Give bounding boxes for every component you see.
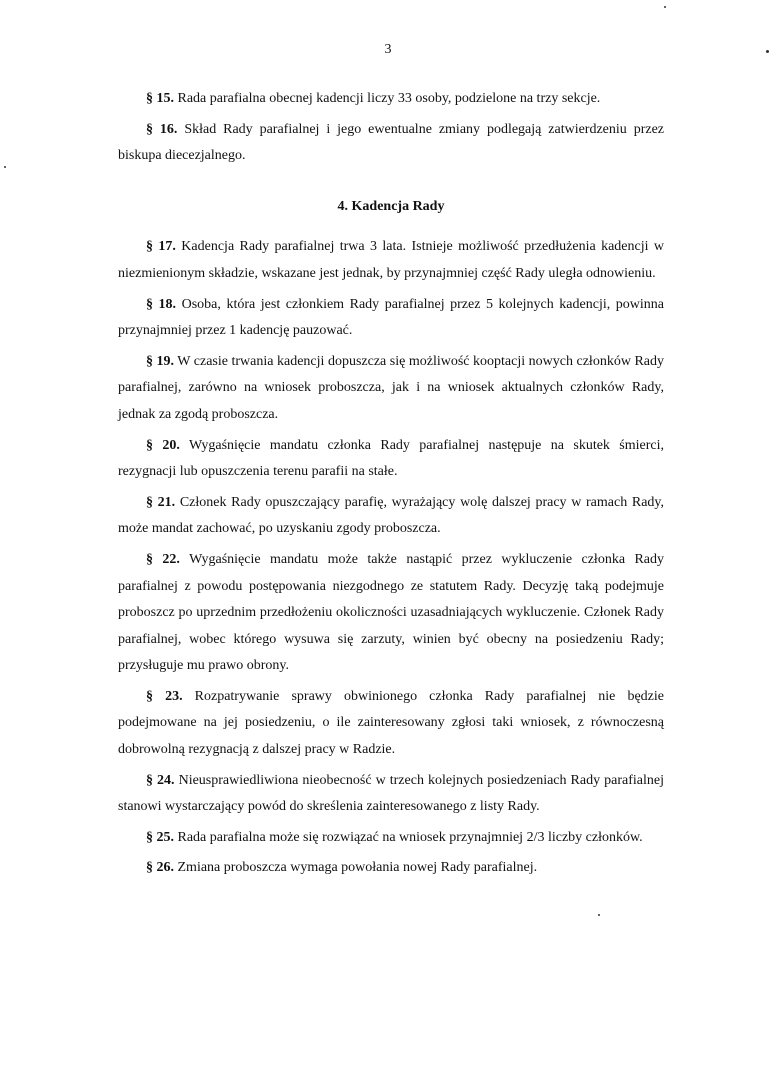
paragraph-symbol: § 26. xyxy=(146,860,174,876)
paragraph-text: Rada parafialna obecnej kadencji liczy 33 osoby, podzielone na trzy sekcje. xyxy=(174,91,601,106)
scan-speck xyxy=(766,50,769,53)
paragraph-23 xyxy=(118,684,664,764)
paragraph-symbol: § 20. xyxy=(146,437,180,453)
paragraph-19 xyxy=(118,349,664,429)
paragraph-15 xyxy=(118,86,664,113)
paragraph-text: Skład Rady parafialnej i jego ewentualne zmiany podlegają zatwierdzeniu przez biskupa diecezjalnego. xyxy=(118,121,664,164)
paragraph-17 xyxy=(118,234,664,287)
paragraph-symbol: § 19. xyxy=(146,353,175,369)
paragraph-text: Wygaśnięcie mandatu może także nastąpić przez wykluczenie członka Rady parafialnej z powodu postępowania niezgodnego ze statutem Rady. Decyzję taką podejmuje proboszcz po uprzednim przedłożeniu okoliczności uzasadniających wykluczenie. Członek Rady parafialnej, wobec którego wysuwa się zarzuty, winien być obecny na posiedzeniu Rady; przysługuje mu prawo obrony. xyxy=(118,551,665,674)
paragraph-20 xyxy=(118,433,664,486)
paragraph-text: Rada parafialna może się rozwiązać na wniosek przynajmniej 2/3 liczby członków. xyxy=(174,829,643,845)
paragraph-text: Zmiana proboszcza wymaga powołania nowej Rady parafialnej. xyxy=(174,860,538,876)
paragraph-18 xyxy=(118,292,664,345)
paragraph-text: W czasie trwania kadencji dopuszcza się możliwość kooptacji nowych członków Rady parafialnej, zarówno na wniosek proboszcza, jak i na wniosek aktualnych członków Rady, jednak za zgodą proboszcza. xyxy=(118,353,665,422)
paragraph-text: Kadencja Rady parafialnej trwa 3 lata. Istnieje możliwość przedłużenia kadencji w niezmienionym składzie, wskazane jest jednak, by przynajmniej część Rady uległa odnowieniu. xyxy=(118,239,665,281)
paragraph-24 xyxy=(118,768,664,821)
paragraph-text: Wygaśnięcie mandatu członka Rady parafialnej następuje na skutek śmierci, rezygnacji lub opuszczenia terenu parafii na stałe. xyxy=(118,437,665,480)
paragraph-symbol: § 15. xyxy=(146,91,174,106)
paragraph-text: Osoba, która jest członkiem Rady parafialnej przez 5 kolejnych kadencji, powinna przynajmniej przez 1 kadencję pauzować. xyxy=(118,296,664,339)
paragraph-symbol: § 22. xyxy=(146,551,180,567)
page-number: 3 xyxy=(384,42,392,57)
paragraph-text: Rozpatrywanie sprawy obwinionego członka Rady parafialnej nie będzie podejmowane na jej posiedzeniu, o ile zainteresowany zgłosi taki wniosek, z równoczesną dobrowolną rezygnacją z dalszej pracy w Radzie. xyxy=(118,688,664,758)
section-heading: 4. Kadencja Rady xyxy=(337,198,445,214)
scan-speck xyxy=(664,6,666,8)
paragraph-22 xyxy=(118,547,664,680)
paragraph-symbol: § 17. xyxy=(146,239,176,255)
paragraph-symbol: § 23. xyxy=(146,688,183,704)
paragraph-text: Nieusprawiedliwiona nieobecność w trzech kolejnych posiedzeniach Rady parafialnej stanowi wystarczający powód do skreślenia zainteresowanego z listy Rady. xyxy=(118,772,664,815)
scan-speck xyxy=(598,914,600,916)
paragraph-21 xyxy=(118,490,664,543)
paragraph-text: Członek Rady opuszczający parafię, wyrażający wolę dalszej pracy w ramach Rady, może mandat zachować, po uzyskaniu zgody proboszcza. xyxy=(118,494,664,537)
paragraph-symbol: § 18. xyxy=(146,296,177,312)
document-body xyxy=(118,86,664,886)
paragraph-26 xyxy=(118,855,664,882)
scan-speck xyxy=(4,166,6,168)
paragraph-symbol: § 16. xyxy=(146,121,178,137)
paragraph-25 xyxy=(118,825,664,852)
paragraph-symbol: § 25. xyxy=(146,829,174,845)
paragraph-symbol: § 21. xyxy=(146,494,176,510)
paragraph-symbol: § 24. xyxy=(146,772,175,788)
paragraph-16 xyxy=(118,117,664,170)
